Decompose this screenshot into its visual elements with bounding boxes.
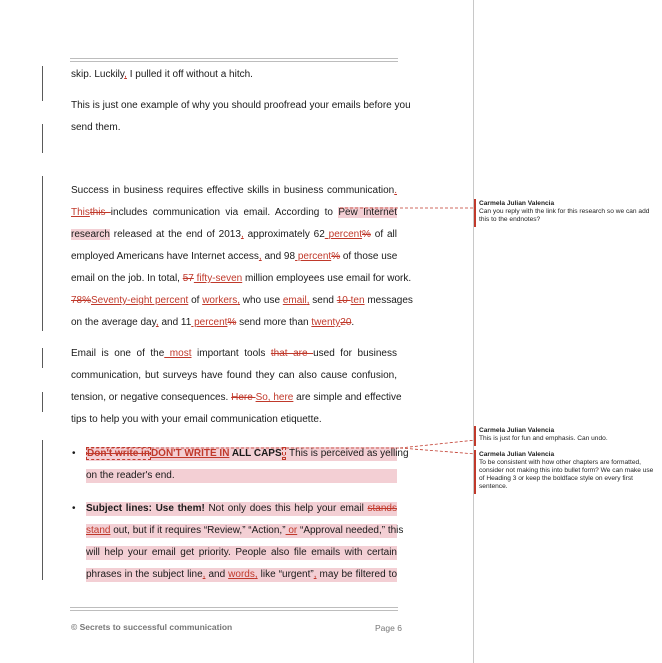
connector-line xyxy=(400,448,476,454)
text-line[interactable]: tension, or negative consequences. Here So, here are simple and effective xyxy=(71,392,402,403)
bullet-icon: • xyxy=(72,503,76,514)
text-line[interactable]: Email is one of the most important tools that are used for business xyxy=(71,348,397,359)
comment-text: Can you reply with the link for this research so we can add this to the endnotes? xyxy=(479,208,650,223)
comment-anchor[interactable]: research xyxy=(71,229,110,240)
text-line[interactable]: Thisthis includes communication via email. According to Pew Internet xyxy=(71,207,397,218)
text-line[interactable]: tips to help you with your email communication etiquette. xyxy=(71,414,322,425)
comment-author: Carmela Julian Valencia xyxy=(479,427,555,434)
comment-marker xyxy=(474,450,476,494)
bullet-icon: • xyxy=(72,448,76,459)
comment-2[interactable] xyxy=(479,427,655,443)
comment-text: To be consistent with how other chapters are formatted, consider not making this into bullet form? We can make use of Heading 3 or keep the boldface style on every first sentence. xyxy=(479,459,654,490)
text-line[interactable]: on the average day, and 11 percent% send more than twenty20. xyxy=(71,317,355,328)
text-line[interactable]: Success in business requires effective skills in business communication. xyxy=(71,185,397,196)
connector-line xyxy=(400,440,476,448)
text-line[interactable]: Subject lines: Use them! Not only does this help your email stands xyxy=(86,503,397,514)
comment-marker xyxy=(474,426,476,446)
comment-text: This is just for fun and emphasis. Can undo. xyxy=(479,435,608,442)
text-line[interactable]: communication, but surveys have found they can also cause confusion, xyxy=(71,370,397,381)
text-line[interactable]: Don't write inDON'T WRITE IN ALL CAPS. This is perceived as yelling xyxy=(87,448,409,459)
comment-3[interactable] xyxy=(479,451,655,491)
comment-marker xyxy=(474,199,476,227)
page-number: Page 6 xyxy=(375,623,402,633)
text-line[interactable]: stand out, but if it requires “Review,” “Action,” or “Approval needed,” this xyxy=(86,525,404,536)
text-line[interactable]: skip. Luckily, I pulled it off without a hitch. xyxy=(71,69,253,80)
comment-1[interactable] xyxy=(479,200,655,224)
comment-author: Carmela Julian Valencia xyxy=(479,451,555,458)
text-line[interactable]: on the reader's end. xyxy=(86,469,397,483)
text-line[interactable]: email on the job. In total, 57 fifty-seven million employees use email for work. xyxy=(71,273,412,284)
text-line[interactable]: will help your email get priority. People also file emails with certain xyxy=(86,547,397,558)
text-line[interactable]: 78%Seventy-eight percent of workers, who use email, send 10 ten messages xyxy=(71,295,413,306)
text-line[interactable]: This is just one example of why you should proofread your emails before you xyxy=(71,100,411,111)
text-line[interactable]: research released at the end of 2013, approximately 62 percent% of all xyxy=(71,229,397,240)
text-line[interactable]: send them. xyxy=(71,122,121,133)
comment-author: Carmela Julian Valencia xyxy=(479,200,555,207)
footer-title: © Secrets to successful communication xyxy=(71,622,233,632)
comment-anchor[interactable]: Pew Internet xyxy=(338,207,397,218)
text-line[interactable]: phrases in the subject line, and words, like “urgent”, may be filtered to xyxy=(86,569,398,580)
text-line[interactable]: employed Americans have Internet access, and 98 percent% of those use xyxy=(71,251,398,262)
